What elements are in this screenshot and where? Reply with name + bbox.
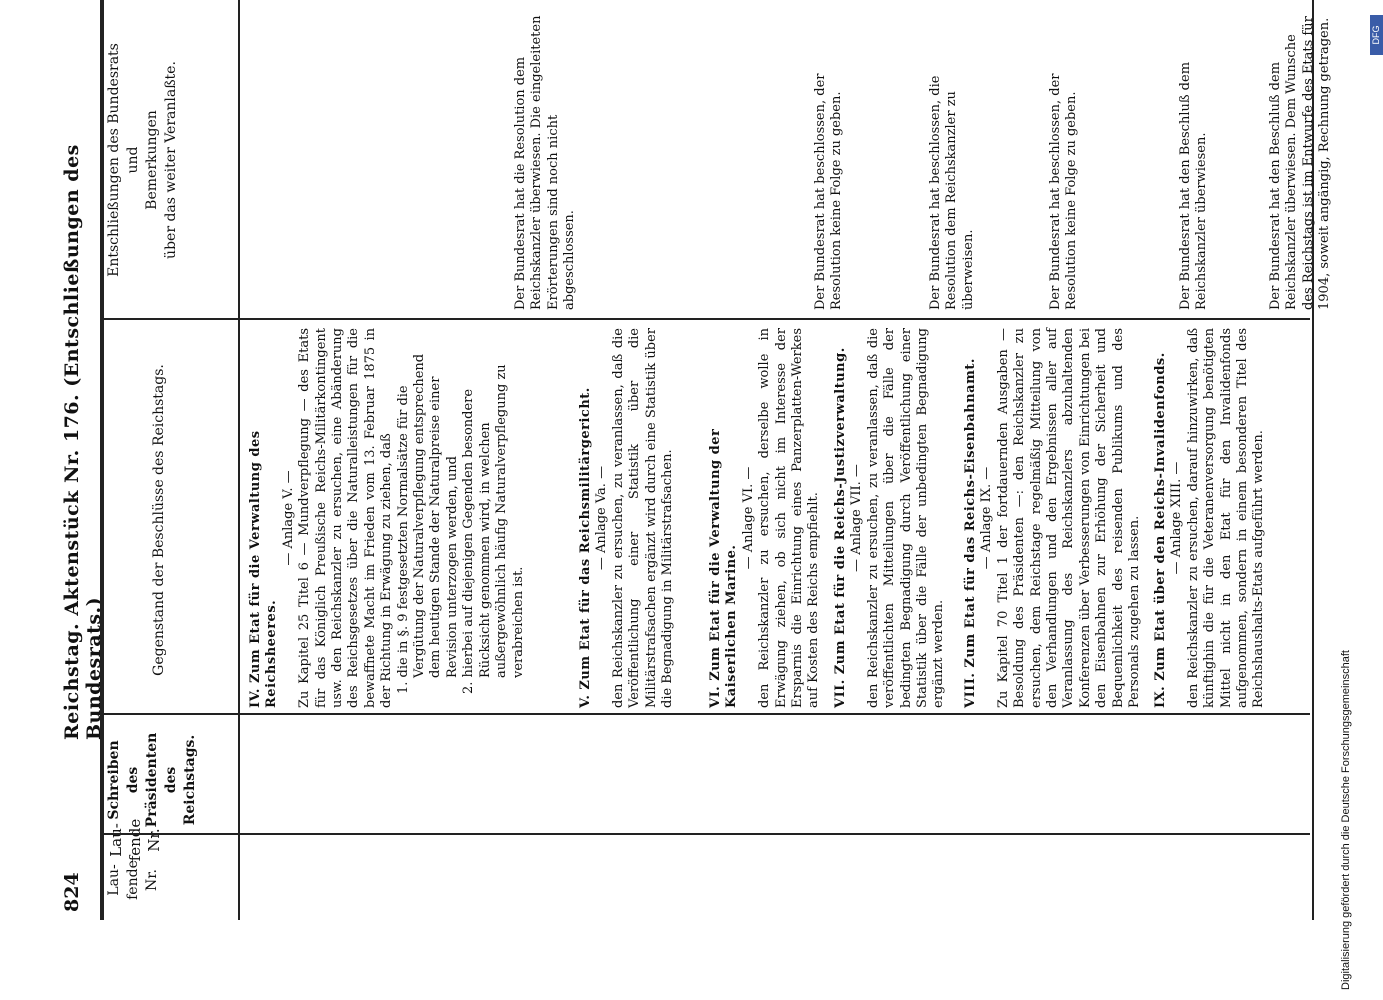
section-title: IX. Zum Etat über den Reichs-Invalidenfonds.	[1153, 352, 1168, 708]
decision-iv: Der Bundesrat hat die Resolution dem Reichskanzler überwiesen. Die eingeleiteten Erörterungen sind noch nicht abgeschlossen.	[513, 15, 578, 310]
section-title: VIII. Zum Etat für das Reichs-Eisenbahnamt.	[963, 358, 978, 708]
col-border-1	[100, 833, 1310, 835]
section-anlage: — Anlage V. —	[280, 470, 296, 566]
decision-v: Der Bundesrat hat beschlossen, der Resolution keine Folge zu geben.	[813, 73, 845, 310]
section-ix	[1153, 328, 1268, 708]
col-header-laufende-nr: Lau- fende Nr.	[107, 818, 163, 862]
decision-vi: Der Bundesrat hat beschlossen, die Resolution dem Reichskanzler zu überweisen.	[928, 75, 976, 310]
section-v	[578, 328, 676, 708]
section-anlage: — Anlage VI. —	[740, 466, 756, 570]
section-body: den Reichskanzler zu ersuchen, darauf hinzuwirken, daß künftighin die für die Veteranenversorgung benötigten Mittel nicht in den Etat für den Invalidenfonds aufgenommen, sondern in einem besonderen Titel des Reichshaushalts-Etats aufgeführt werden.	[1185, 328, 1267, 708]
header-bottom-line	[102, 0, 104, 920]
decision-viii: Der Bundesrat hat den Beschluß dem Reichskanzler überwiesen.	[1178, 61, 1210, 310]
decision-vii: Der Bundesrat hat beschlossen, der Resolution keine Folge zu geben.	[1048, 73, 1080, 310]
section-vii	[833, 328, 948, 708]
section-title: VII. Zum Etat für die Reichs-Justizverwaltung.	[833, 347, 848, 708]
section-body: Zu Kapitel 25 Titel 6 — Mundverpflegung — des Etats für das Königlich Preußische Reichs-Militärkontingent usw. den Reichskanzler zu ersuchen, eine Abänderung des Reichsgesetzes über die Naturalleistungen für die bewaffnete Macht im Frieden vom 13. Februar 1875 in der Richtung in Erwägung zu ziehen, daß	[297, 328, 395, 708]
section-body: den Reichskanzler zu ersuchen, derselbe wolle in Erwägung ziehen, ob sich nicht im Interesse der Ersparnis die Einrichtung eines Panzerplatten-Werkes auf Kosten des Reichs empfiehlt.	[757, 328, 822, 708]
section-anlage: — Anlage VII. —	[849, 464, 865, 572]
section-iv	[248, 328, 527, 708]
col-border-3	[100, 318, 1310, 320]
section-body: den Reichskanzler zu ersuchen, zu veranlassen, daß die veröffentlichten Mitteilungen über die Fälle der bedingten Begnadigung durch Veröffentlichung einer Statistik über die Fälle der unbedingten Begnadigung ergänzt werden.	[865, 328, 947, 708]
section-item: 1. die in §. 9 festgesetzten Normalsätze für die Vergütung der Naturalverpflegung entsprechend dem heutigen Stande der Naturalpreise einer Revision unterzogen werden, und	[395, 353, 460, 694]
page-header	[55, 20, 105, 920]
section-title: VI. Zum Etat für die Verwaltung der Kaiserlichen Marine.	[708, 428, 740, 708]
header-schreiben: Schreiben des Präsidenten des Reichstags.	[106, 732, 198, 828]
section-title: IV. Zum Etat für die Verwaltung des Reichsheeres.	[248, 430, 280, 708]
section-anlage: — Anlage IX. —	[979, 466, 995, 570]
header-gegenstand: Gegenstand der Beschlüsse des Reichstags.	[151, 364, 167, 676]
section-item: 2. hierbei auf diejenigen Gegenden besondere Rücksicht genommen wird, in welchen außergewöhnlich häufig Naturalverpflegung zu verabreichen ist.	[461, 364, 526, 694]
digitization-credit: Digitalisierung gefördert durch die Deutsche Forschungsgemeinschaft	[1340, 650, 1352, 990]
section-anlage: — Anlage Va. —	[594, 465, 610, 571]
section-vi	[708, 328, 823, 708]
header-row-border	[238, 0, 240, 920]
dfg-logo: DFG	[1370, 15, 1383, 55]
section-body: Zu Kapitel 70 Titel 1 der fortdauernden Ausgaben — Besoldung des Präsidenten —: den Reichskanzler zu ersuchen, dem Reichstage regelmäßig Mitteilung von den Verhandlungen und den Ergebnissen aller auf Veranlassung des Reichskanzlers abzuhaltenden Konferenzen über Verbesserungen von Einrichtungen bei den Eisenbahnen zur Erhöhung der Sicherheit und Bequemlichkeit des reisenden Publikums und des Personals zugehen zu lassen.	[995, 328, 1143, 708]
decision-ix: Der Bundesrat hat den Beschluß dem Reichskanzler überwiesen. Dem Wunsche des Reichstags ist im Entwurfe des Etats für 1904, soweit angängig, Rechnung getragen.	[1268, 16, 1333, 310]
header-entschliessungen: Entschließungen des Bundesrats und Bemerkungen über das weiter Veranlaßte.	[106, 43, 179, 277]
section-anlage: — Anlage XIII. —	[1169, 461, 1185, 575]
section-title: V. Zum Etat für das Reichsmilitärgericht.	[578, 387, 593, 708]
section-viii	[963, 328, 1143, 708]
header-laufende-nr: Lau- fende Nr.	[106, 860, 160, 900]
running-title: Reichstag. Aktenstück Nr. 176. (Entschließungen des Bundesrats.)	[61, 144, 105, 740]
section-body: den Reichskanzler zu ersuchen, zu veranlassen, daß die Veröffentlichung einer Statistik über die Militärstrafsachen ergänzt wird durch eine Statistik über die Begnadigung in Militärstrafsachen.	[610, 328, 676, 708]
col-border-2	[100, 713, 1310, 715]
page-number: 824	[61, 872, 83, 912]
